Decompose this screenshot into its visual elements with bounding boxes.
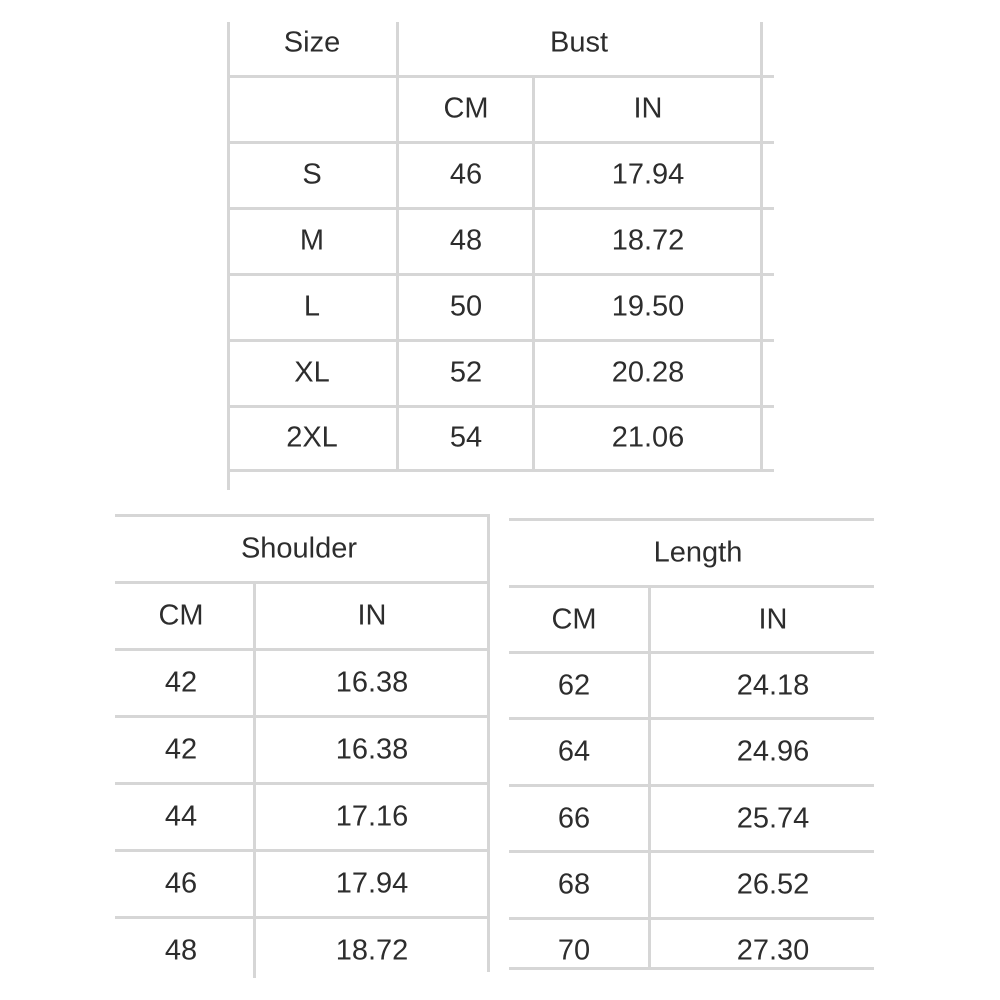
length-in-cell: 26.52 (736, 868, 810, 901)
length-cm-cell: 62 (557, 669, 591, 702)
divider (509, 585, 874, 588)
divider (229, 207, 774, 210)
size-cell: S (302, 158, 322, 191)
shoulder-in-cell: 18.72 (335, 934, 409, 967)
size-cell: 2XL (286, 421, 338, 454)
divider (532, 77, 535, 472)
divider (509, 784, 874, 787)
divider (509, 850, 874, 853)
divider (115, 916, 488, 919)
shoulder-header: Shoulder (240, 532, 358, 565)
divider (509, 967, 874, 970)
bust-header: Bust (549, 26, 609, 59)
size-cell: M (299, 224, 325, 257)
divider (229, 339, 774, 342)
length-in-cell: 24.18 (736, 669, 810, 702)
bust-in-cell: 21.06 (611, 421, 685, 454)
length-in-header: IN (758, 603, 788, 636)
divider (227, 22, 230, 490)
bust-cm-header: CM (443, 92, 489, 125)
shoulder-cm-cell: 48 (164, 934, 198, 967)
shoulder-in-cell: 16.38 (335, 733, 409, 766)
length-header: Length (653, 536, 743, 569)
length-in-cell: 27.30 (736, 934, 810, 967)
divider (115, 581, 488, 584)
divider (509, 651, 874, 654)
divider (487, 514, 490, 972)
bust-cm-cell: 50 (449, 290, 483, 323)
bust-cm-cell: 54 (449, 421, 483, 454)
divider (115, 782, 488, 785)
bust-in-cell: 19.50 (611, 290, 685, 323)
divider (229, 141, 774, 144)
divider (648, 587, 651, 970)
divider (396, 22, 399, 472)
shoulder-cm-header: CM (158, 599, 204, 632)
divider (115, 648, 488, 651)
divider (115, 849, 488, 852)
shoulder-in-cell: 17.94 (335, 867, 409, 900)
divider (115, 514, 488, 517)
divider (760, 22, 763, 472)
length-cm-cell: 64 (557, 735, 591, 768)
shoulder-cm-cell: 44 (164, 800, 198, 833)
shoulder-cm-cell: 46 (164, 867, 198, 900)
divider (229, 75, 774, 78)
divider (253, 583, 256, 978)
bust-in-header: IN (633, 92, 663, 125)
divider (509, 717, 874, 720)
length-cm-cell: 70 (557, 934, 591, 967)
length-in-cell: 25.74 (736, 802, 810, 835)
divider (229, 469, 774, 472)
bust-cm-cell: 48 (449, 224, 483, 257)
divider (509, 917, 874, 920)
divider (509, 518, 874, 521)
shoulder-in-header: IN (357, 599, 387, 632)
bust-in-cell: 17.94 (611, 158, 685, 191)
shoulder-cm-cell: 42 (164, 666, 198, 699)
length-cm-header: CM (551, 603, 597, 636)
length-cm-cell: 66 (557, 802, 591, 835)
divider (229, 273, 774, 276)
bust-in-cell: 18.72 (611, 224, 685, 257)
shoulder-in-cell: 16.38 (335, 666, 409, 699)
size-cell: XL (294, 356, 330, 389)
shoulder-in-cell: 17.16 (335, 800, 409, 833)
bust-cm-cell: 46 (449, 158, 483, 191)
bust-cm-cell: 52 (449, 356, 483, 389)
bust-in-cell: 20.28 (611, 356, 685, 389)
divider (229, 405, 774, 408)
divider (115, 715, 488, 718)
size-cell: L (303, 290, 321, 323)
length-in-cell: 24.96 (736, 735, 810, 768)
length-cm-cell: 68 (557, 868, 591, 901)
size-header: Size (283, 26, 341, 59)
shoulder-cm-cell: 42 (164, 733, 198, 766)
